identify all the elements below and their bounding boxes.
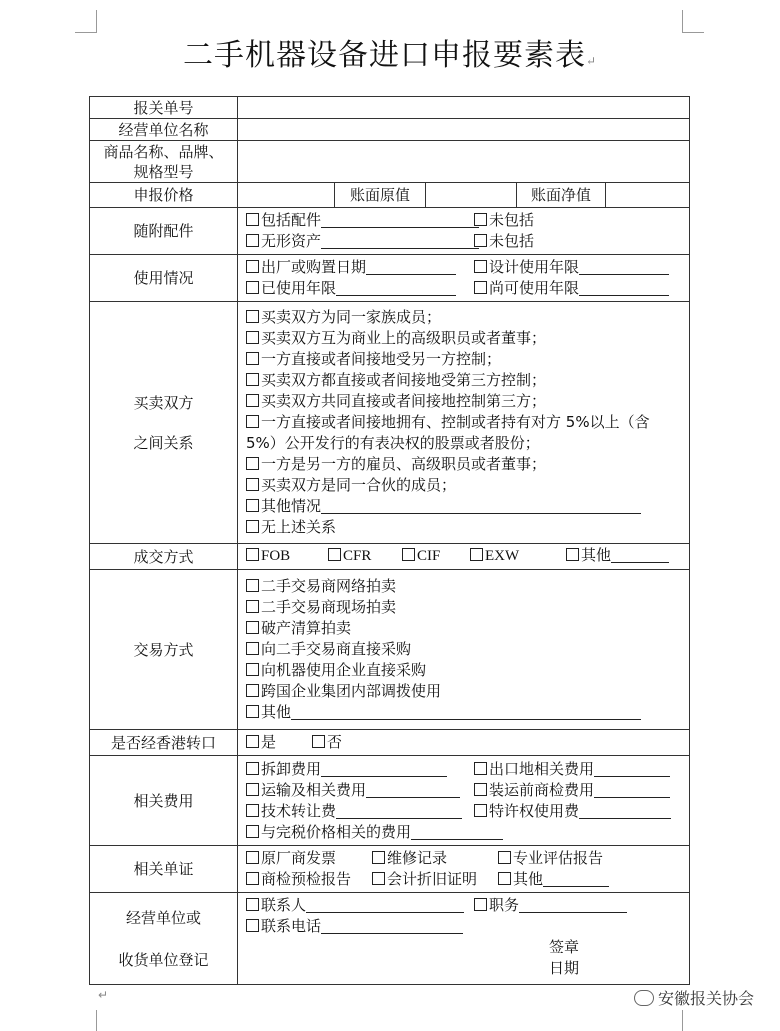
checkbox-purchase-date[interactable] (246, 260, 259, 273)
field-price[interactable] (238, 183, 335, 207)
checkbox-relation-3[interactable] (246, 352, 259, 365)
label-goods-name: 商品名称、品牌、 规格型号 (90, 141, 238, 183)
field-goods-name[interactable] (238, 141, 690, 183)
text-trade-1: 二手交易商网络拍卖 (261, 577, 397, 595)
text-not-include-parts: 未包括 (489, 211, 535, 229)
text-fee-dismantle: 拆卸费用 (261, 759, 322, 778)
checkbox-position[interactable] (474, 898, 487, 911)
checkbox-include-parts[interactable] (246, 213, 259, 226)
text-fee-transport: 运输及相关费用 (261, 780, 367, 799)
checkbox-relation-2[interactable] (246, 331, 259, 344)
row-accessories (90, 208, 690, 255)
text-fee-royalty: 特许权使用费 (489, 801, 580, 820)
label-deal-terms: 成交方式 (90, 544, 238, 570)
declaration-form-table (89, 96, 690, 985)
field-original-value[interactable] (426, 183, 517, 207)
checkbox-relation-6[interactable] (246, 415, 259, 428)
label-relation: 买卖双方 之间关系 (90, 302, 238, 544)
text-relation-none: 无上述关系 (261, 518, 337, 536)
checkbox-fee-inspection[interactable] (474, 783, 487, 796)
checkbox-fee-dutiable[interactable] (246, 825, 259, 838)
text-trade-2: 二手交易商现场拍卖 (261, 598, 397, 616)
watermark: 安徽报关协会 (634, 986, 754, 1009)
text-doc-preinspection: 商检预检报告 (261, 870, 352, 888)
text-exw: EXW (485, 548, 520, 564)
checkbox-relation-5[interactable] (246, 394, 259, 407)
row-trade-mode (90, 570, 690, 730)
paragraph-mark: ↵ (98, 988, 109, 1002)
text-include-parts: 包括配件 (261, 211, 322, 229)
checkbox-design-life[interactable] (474, 260, 487, 273)
checkbox-doc-preinspection[interactable] (246, 872, 259, 885)
text-trade-6: 跨国企业集团内部调拨使用 (261, 682, 442, 700)
checkbox-intangible-assets[interactable] (246, 234, 259, 247)
checkbox-trade-other[interactable] (246, 705, 259, 718)
text-trade-4: 向二手交易商直接采购 (261, 640, 412, 658)
checkbox-doc-invoice[interactable] (246, 851, 259, 864)
text-cfr: CFR (343, 548, 372, 564)
row-deal-terms (90, 544, 690, 570)
text-phone: 联系电话 (261, 917, 322, 935)
row-usage (90, 255, 690, 302)
text-trade-3: 破产清算拍卖 (261, 619, 352, 637)
checkbox-doc-appraisal[interactable] (498, 851, 511, 864)
text-relation-6: 一方直接或者间接地拥有、控制或者持有对方 5%以上（含 (261, 413, 650, 431)
text-position: 职务 (489, 896, 520, 914)
field-net-value[interactable] (606, 183, 689, 207)
checkbox-doc-depreciation[interactable] (372, 872, 385, 885)
text-design-life: 设计使用年限 (489, 258, 580, 276)
checkbox-relation-8[interactable] (246, 478, 259, 491)
row-price (90, 183, 690, 208)
text-relation-4: 买卖双方都直接或者间接地受第三方控制； (261, 371, 547, 389)
text-seal: 签章 (549, 938, 580, 956)
text-fee-tech: 技术转让费 (261, 801, 337, 820)
row-hk-transit (90, 730, 690, 756)
label-register: 经营单位或 收货单位登记 (90, 893, 238, 985)
checkbox-not-include-intangible[interactable] (474, 234, 487, 247)
text-intangible-assets: 无形资产 (261, 232, 322, 250)
label-trade-mode: 交易方式 (90, 570, 238, 730)
checkbox-relation-none[interactable] (246, 520, 259, 533)
crop-mark-top-left (96, 10, 97, 32)
checkbox-relation-7[interactable] (246, 457, 259, 470)
checkbox-cfr[interactable] (328, 548, 341, 561)
checkbox-fob[interactable] (246, 548, 259, 561)
checkbox-trade-4[interactable] (246, 642, 259, 655)
text-fee-export: 出口地相关费用 (489, 759, 595, 778)
field-operator-name[interactable] (238, 119, 690, 141)
text-doc-appraisal: 专业评估报告 (513, 849, 604, 867)
row-docs (90, 846, 690, 893)
text-relation-2: 买卖双方互为商业上的高级职员或者董事； (261, 329, 547, 347)
text-date: 日期 (549, 959, 580, 977)
text-doc-other: 其他 (513, 870, 544, 888)
text-fee-inspection: 装运前商检费用 (489, 780, 595, 799)
text-deal-other: 其他 (581, 548, 612, 564)
row-relation (90, 302, 690, 544)
checkbox-trade-1[interactable] (246, 579, 259, 592)
label-hk-transit: 是否经香港转口 (90, 730, 238, 756)
text-doc-depreciation: 会计折旧证明 (387, 870, 478, 888)
checkbox-trade-5[interactable] (246, 663, 259, 676)
label-operator-name: 经营单位名称 (90, 119, 238, 141)
text-relation-3: 一方直接或者间接地受另一方控制； (261, 350, 502, 368)
text-used-years: 已使用年限 (261, 279, 337, 297)
text-remaining-years: 尚可使用年限 (489, 279, 580, 297)
label-usage: 使用情况 (90, 255, 238, 302)
text-relation-7: 一方是另一方的雇员、高级职员或者董事； (261, 455, 547, 473)
checkbox-relation-other[interactable] (246, 499, 259, 512)
checkbox-deal-other[interactable] (566, 548, 579, 561)
label-accessories: 随附配件 (90, 208, 238, 255)
checkbox-cif[interactable] (402, 548, 415, 561)
text-doc-repair: 维修记录 (387, 849, 448, 867)
row-goods-name (90, 141, 690, 183)
label-price: 申报价格 (90, 183, 238, 208)
text-fee-dutiable: 与完税价格相关的费用 (261, 822, 412, 841)
field-declaration-no[interactable] (238, 97, 690, 119)
checkbox-doc-repair[interactable] (372, 851, 385, 864)
crop-mark-bottom-right (682, 1010, 683, 1031)
text-purchase-date: 出厂或购置日期 (261, 258, 367, 276)
checkbox-doc-other[interactable] (498, 872, 511, 885)
label-original-value: 账面原值 (335, 183, 426, 207)
page-title: 二手机器设备进口申报要素表↵ (182, 38, 598, 73)
checkbox-hk-no[interactable] (312, 735, 325, 748)
row-fees (90, 756, 690, 846)
text-not-include-intangible: 未包括 (489, 232, 535, 250)
row-declaration-no (90, 97, 690, 119)
text-cif: CIF (417, 548, 441, 564)
label-net-value: 账面净值 (517, 183, 606, 207)
text-trade-other: 其他 (261, 703, 292, 721)
text-relation-6-cont: 5%）公开发行的有表决权的股票或者股份； (246, 434, 540, 452)
checkbox-phone[interactable] (246, 919, 259, 932)
checkbox-contact-person[interactable] (246, 898, 259, 911)
text-relation-8: 买卖双方是同一合伙的成员； (261, 476, 457, 494)
checkbox-used-years[interactable] (246, 281, 259, 294)
row-operator-name (90, 119, 690, 141)
text-contact-person: 联系人 (261, 896, 307, 914)
checkbox-fee-export[interactable] (474, 762, 487, 775)
text-relation-other: 其他情况 (261, 497, 322, 515)
text-hk-yes: 是 (261, 733, 277, 751)
label-docs: 相关单证 (90, 846, 238, 893)
checkbox-trade-2[interactable] (246, 600, 259, 613)
label-declaration-no: 报关单号 (90, 97, 238, 119)
crop-mark-bottom-left (96, 1010, 97, 1031)
checkbox-fee-dismantle[interactable] (246, 762, 259, 775)
wechat-icon (634, 990, 654, 1006)
checkbox-trade-6[interactable] (246, 684, 259, 697)
checkbox-remaining-years[interactable] (474, 281, 487, 294)
checkbox-fee-transport[interactable] (246, 783, 259, 796)
checkbox-trade-3[interactable] (246, 621, 259, 634)
text-fob: FOB (261, 548, 291, 564)
checkbox-hk-yes[interactable] (246, 735, 259, 748)
text-hk-no: 否 (327, 733, 343, 751)
checkbox-fee-royalty[interactable] (474, 804, 487, 817)
row-register (90, 893, 690, 985)
text-relation-1: 买卖双方为同一家族成员； (261, 308, 442, 326)
checkbox-fee-tech[interactable] (246, 804, 259, 817)
checkbox-exw[interactable] (470, 548, 483, 561)
checkbox-relation-1[interactable] (246, 310, 259, 323)
checkbox-not-include-parts[interactable] (474, 213, 487, 226)
checkbox-relation-4[interactable] (246, 373, 259, 386)
text-doc-invoice: 原厂商发票 (261, 849, 337, 867)
crop-mark-top-right (682, 10, 683, 32)
text-relation-5: 买卖双方共同直接或者间接地控制第三方； (261, 392, 547, 410)
label-fees: 相关费用 (90, 756, 238, 846)
text-trade-5: 向机器使用企业直接采购 (261, 661, 427, 679)
